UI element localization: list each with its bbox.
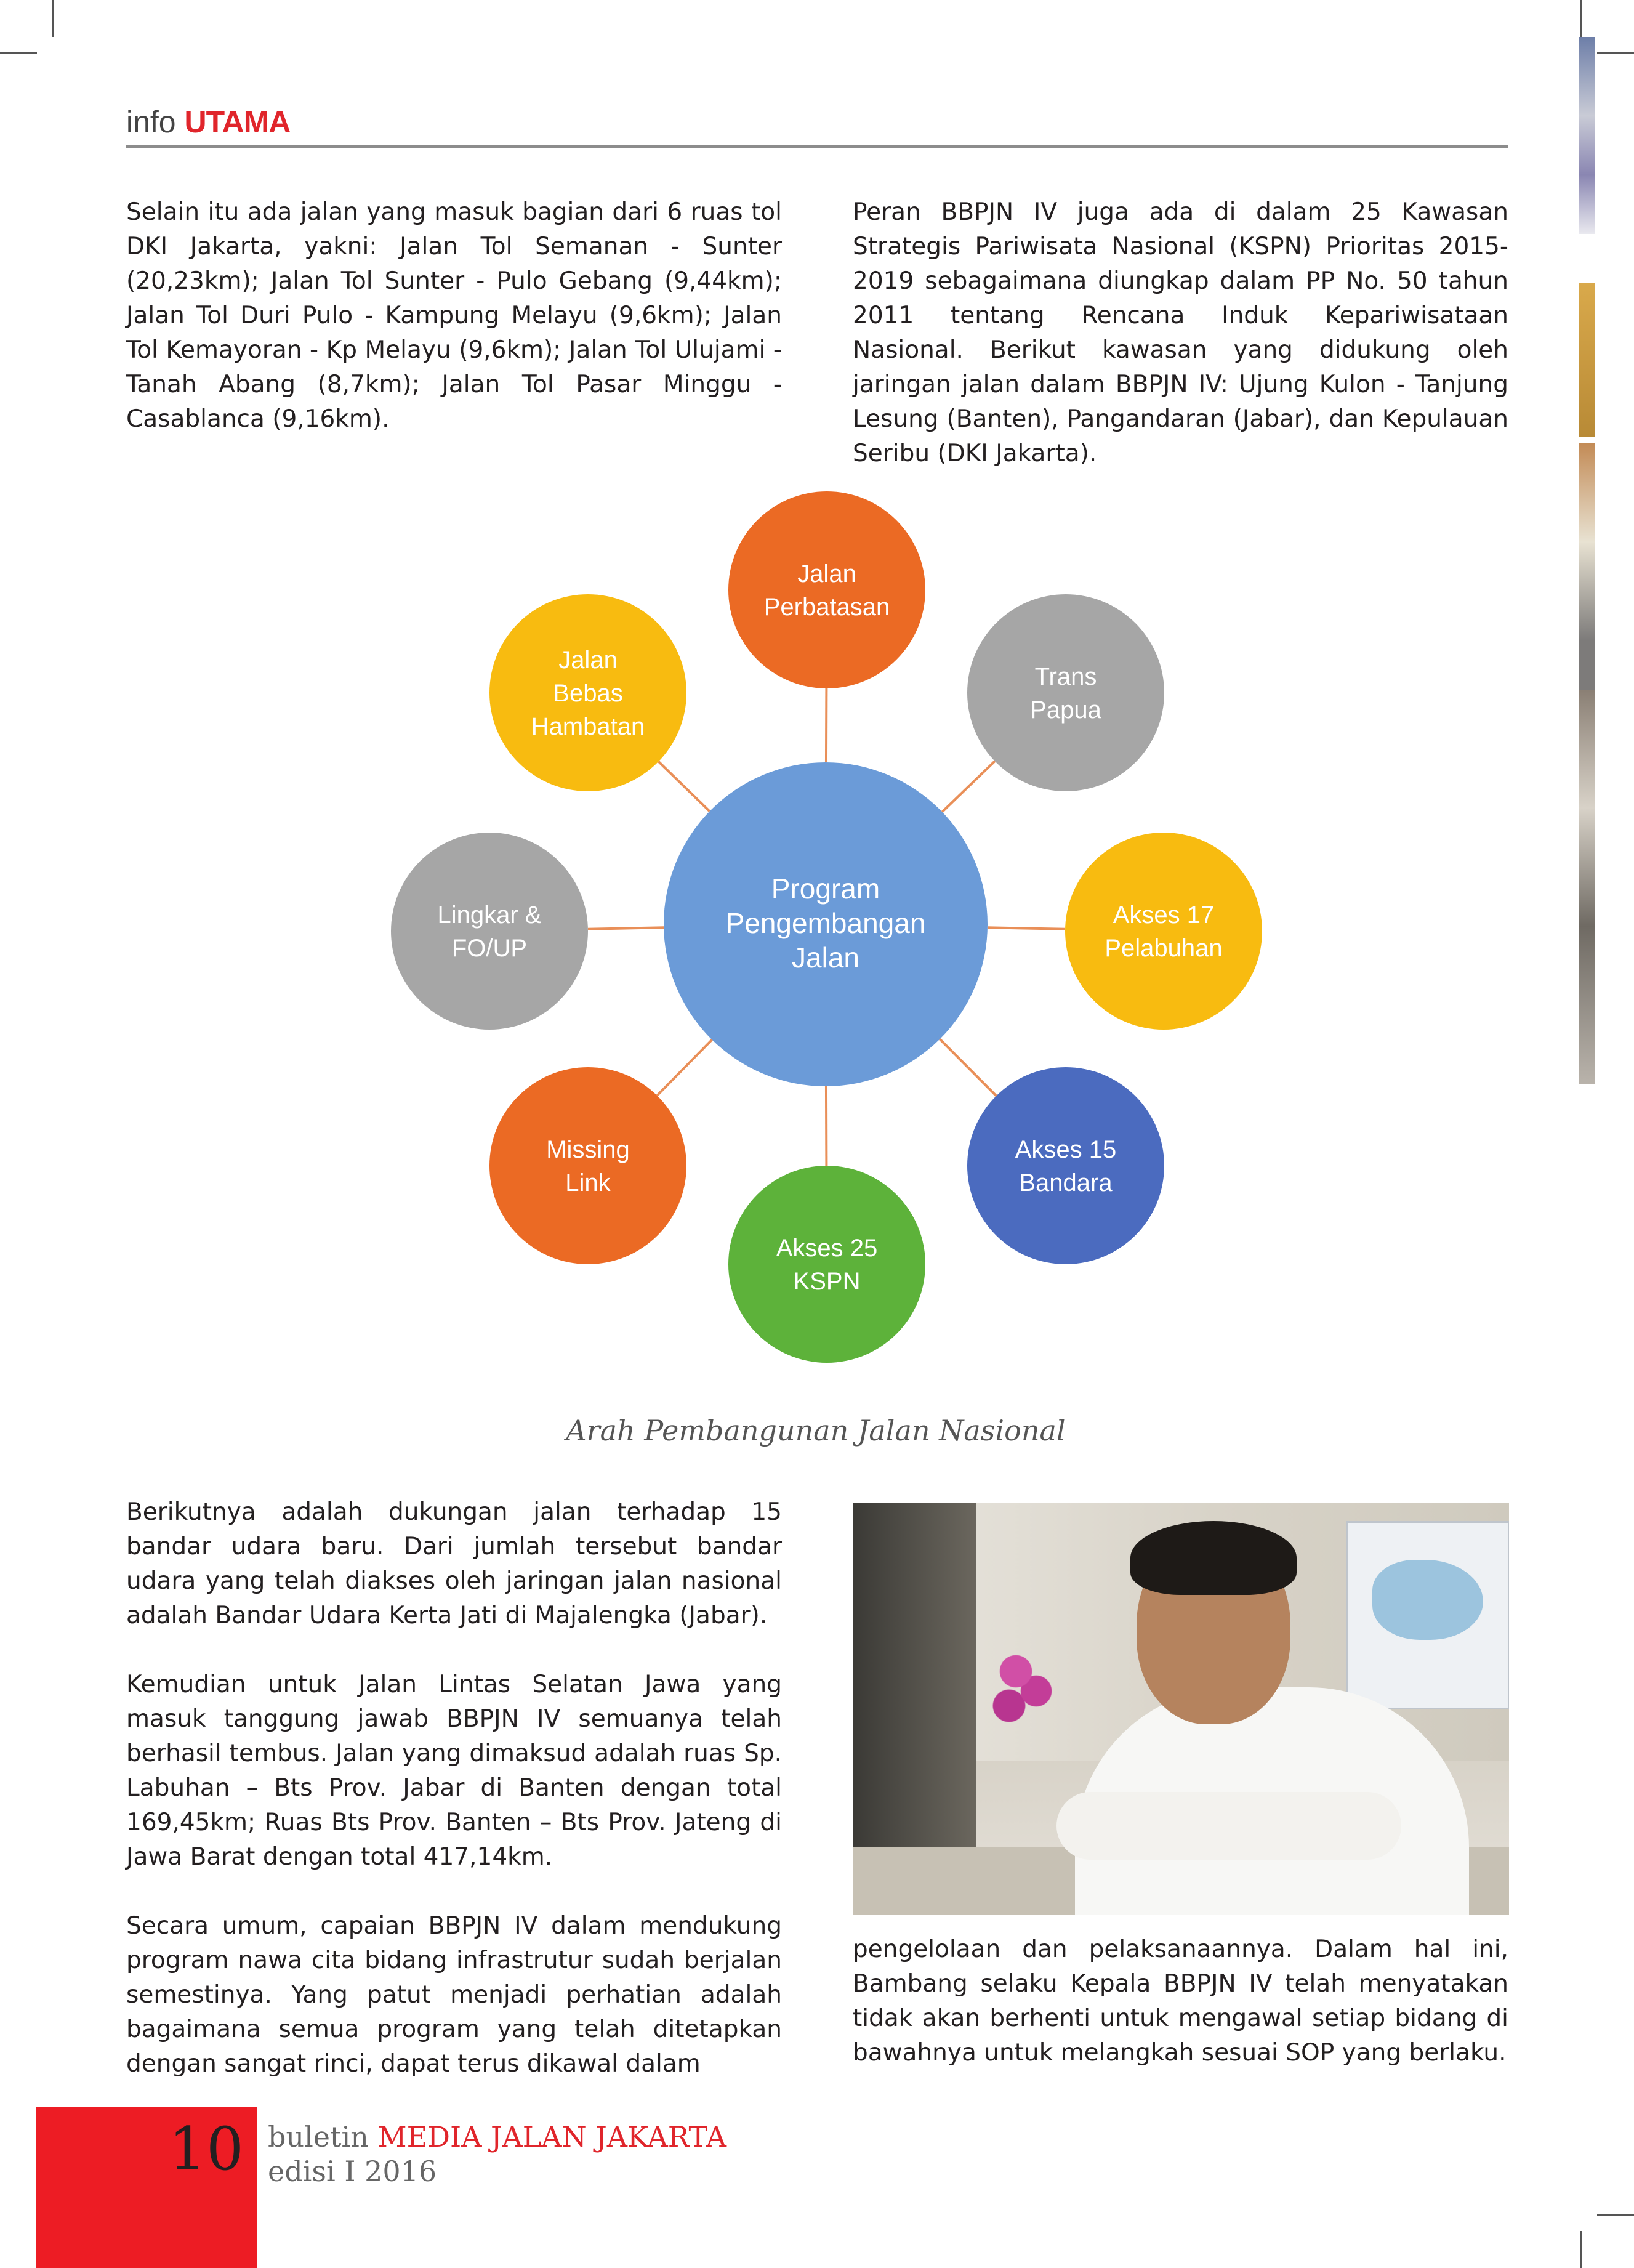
diagram-connector [659,762,710,812]
diagram-node-circle [391,833,588,1030]
diagram-label-line: KSPN [793,1268,861,1295]
diagram-label-line: Akses 17 [1113,902,1215,929]
diagram-label-line: Hambatan [531,713,645,740]
diagram-label-line: Akses 15 [1015,1136,1117,1163]
diagram-node-circle [728,491,925,688]
diagram-label-line: FO/UP [451,935,528,962]
diagram-label-line: Lingkar & [437,902,542,929]
interview-photo [853,1503,1509,1915]
footer-edition: edisi I 2016 [268,2155,437,2188]
diagram-node-circle [967,1067,1164,1264]
diagram-label-line: Jalan [558,647,618,674]
footer-brand: MEDIA JALAN JAKARTA [377,2120,726,2153]
paragraph: Berikutnya adalah dukungan jalan terhadap 15 bandar udara baru. Dari jumlah tersebut bandar udara yang telah diakses oleh jaringan jalan nasional adalah Bandar Udara Kerta Jati di Majalengka (Jabar). [126,1498,782,1629]
paragraph: Kemudian untuk Jalan Lintas Selatan Jawa yang masuk tanggung jawab BBPJN IV semuanya telah berhasil tembus. Jalan yang dimaksud adalah ruas Sp. Labuhan – Bts Prov. Jabar di Banten dengan total 169,45km; Ruas Bts Prov. Banten – Bts Prov. Jateng di Jawa Barat dengan total 417,14km. [126,1671,782,1871]
diagram-node-circle [1065,833,1262,1030]
diagram-connector [988,927,1065,929]
diagram-connector [657,1039,712,1096]
diagram-label-line: Jalan [792,942,859,974]
kicker-bold: UTAMA [184,105,291,139]
photo-person-hair [1130,1521,1297,1595]
diagram-label-line: Trans [1034,663,1097,690]
diagram-connector [942,761,994,812]
paragraph: pengelolaan dan pelaksanaannya. Dalam hal ini, Bambang selaku Kepala BBPJN IV telah menyatakan tidak akan berhenti untuk mengawal setiap bidang di bawahnya untuk melangkah sesuai SOP yang berlaku. [853,1935,1508,2067]
diagram-label-line: Bebas [553,680,623,707]
diagram-label-line: Missing [546,1136,630,1163]
diagram-label-line: Pelabuhan [1105,935,1223,962]
diagram-label-line: Pengembangan [725,907,926,939]
page-number: 10 [168,2115,244,2184]
paragraph: Secara umum, capaian BBPJN IV dalam mendukung program nawa cita bidang infrastrutur sudah berjalan semestinya. Yang patut menjadi perhatian adalah bagaimana semua program yang telah ditetapkan dengan sangat rinci, dapat terus dikawal dalam [126,1912,782,2078]
diagram-label-line: Akses 25 [776,1235,878,1262]
diagram-label-line: Jalan [797,560,856,587]
diagram-connector [588,927,664,929]
footer-prefix: buletin [268,2120,369,2153]
diagram-connector [940,1039,996,1096]
diagram-caption: Arah Pembangunan Jalan Nasional [566,1414,1066,1447]
footer-masthead [268,2120,726,2189]
diagram-node-circle [489,1067,686,1264]
diagram-node-circle [728,1166,925,1363]
photo-orchids [989,1632,1056,1730]
column-bottom-right [853,1932,1508,2070]
diagram-node-circle [967,594,1164,791]
diagram-label-line: Perbatasan [763,594,890,621]
diagram-label-line: Papua [1030,696,1101,724]
column-bottom-left [126,1495,782,2081]
diagram-label-line: Bandara [1019,1169,1113,1197]
diagram-label-line: Program [771,873,880,905]
kicker-light: info [126,105,176,139]
photo-map-board [1346,1521,1509,1709]
diagram-label-line: Link [565,1169,611,1197]
paragraph: Selain itu ada jalan yang masuk bagian dari 6 ruas tol DKI Jakarta, yakni: Jalan Tol Semanan - Sunter (20,23km); Jalan Tol Sunter - Pulo Gebang (9,44km); Jalan Tol Duri Pulo - Kampung Melayu (9,6km); Jalan Tol Kemayoran - Kp Melayu (9,6km); Jalan Tol Ulujami - Tanah Abang (8,7km); Jalan Tol Pasar Minggu - Casablanca (9,16km). [126,198,782,433]
photo-person-arm [1056,1792,1401,1860]
paragraph: Peran BBPJN IV juga ada di dalam 25 Kawasan Strategis Pariwisata Nasional (KSPN) Prioritas 2015-2019 sebagaimana diungkap dalam PP No. 50 tahun 2011 tentang Rencana Induk Kepariwisataan Nasional. Berikut kawasan yang didukung oleh jaringan jalan dalam BBPJN IV: Ujung Kulon - Tanjung Lesung (Banten), Pangandaran (Jabar), dan Kepulauan Seribu (DKI Jakarta). [853,198,1508,467]
